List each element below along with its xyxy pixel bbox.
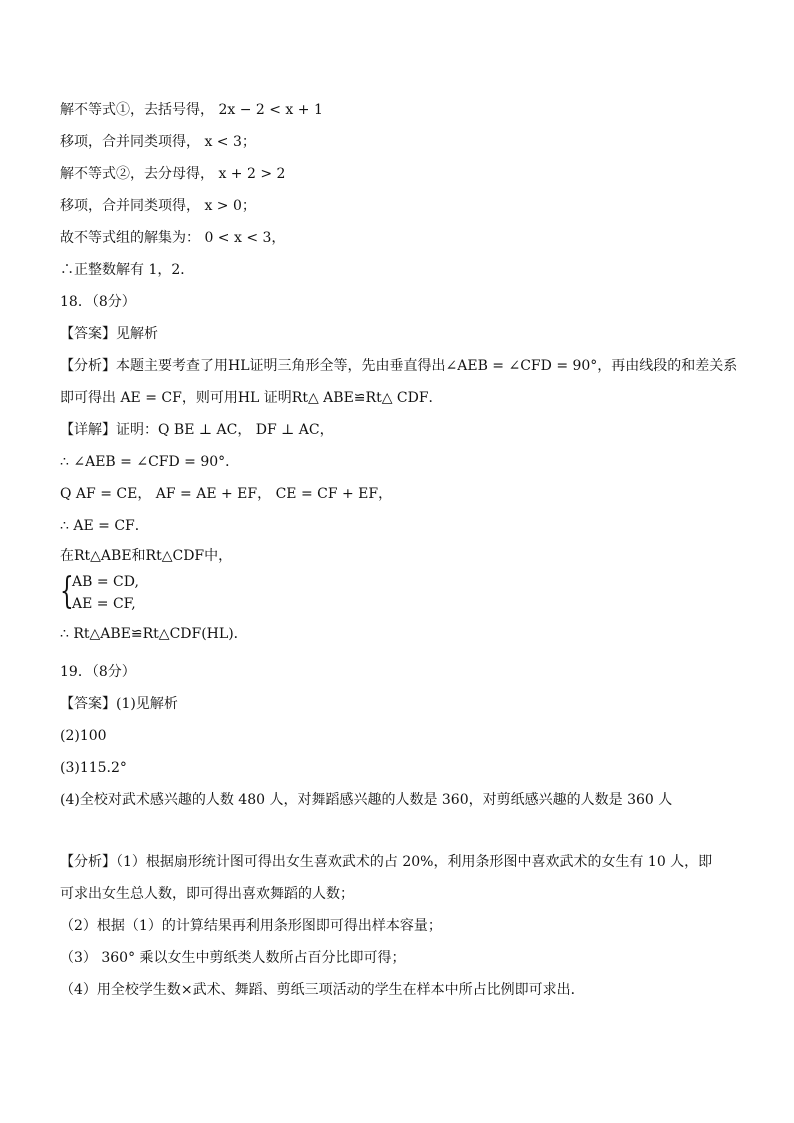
text-line: ∴ Rt△ABE≌Rt△CDF(HL)． xyxy=(60,626,248,642)
answer-line: 【答案】见解析 xyxy=(60,326,158,342)
text-line: 解不等式①，去括号得， 2x − 2 < x + 1 xyxy=(60,102,323,118)
text-line: 移项，合并同类项得， x > 0； xyxy=(60,198,256,214)
equation-row: AE = CF, xyxy=(72,596,136,612)
equation-row: AB = CD, xyxy=(72,574,139,590)
text-line: (3)115.2° xyxy=(60,760,127,776)
question-heading-19: 19．（8分） xyxy=(60,664,136,680)
text-line: (4)全校对武术感兴趣的人数 480 人，对舞蹈感兴趣的人数是 360，对剪纸感兴趣的人数是 360 人 xyxy=(60,792,673,808)
text-line: 故不等式组的解集为： 0 < x < 3， xyxy=(60,230,286,246)
detail-line: 【详解】证明：Q BE ⊥ AC， DF ⊥ AC， xyxy=(60,422,334,438)
text-line: 移项，合并同类项得， x < 3； xyxy=(60,134,256,150)
text-line: ∴ AE = CF． xyxy=(60,518,149,534)
text-line: Q AF = CE， AF = AE + EF， CE = CF + EF， xyxy=(60,486,393,502)
text-line: 解不等式②，去分母得， x + 2 > 2 xyxy=(60,166,286,182)
text-line: （2）根据（1）的计算结果再利用条形图即可得出样本容量； xyxy=(60,918,442,934)
text-line: ∴正整数解有 1，2． xyxy=(60,262,195,278)
brace-symbol: { xyxy=(60,571,74,612)
question-heading-18: 18．（8分） xyxy=(60,294,136,310)
text-line: 可求出女生总人数，即可得出喜欢舞蹈的人数； xyxy=(60,886,354,902)
text-line: (2)100 xyxy=(60,728,107,744)
text-line: 即可得出 AE = CF，则可用HL 证明Rt△ ABE≌Rt△ CDF． xyxy=(60,390,443,406)
text-line: 在Rt△ABE和Rt△CDF中， xyxy=(60,548,233,564)
answer-line: 【答案】(1)见解析 xyxy=(60,696,178,712)
analysis-line: 【分析】本题主要考查了用HL证明三角形全等，先由垂直得出∠AEB = ∠CFD = 90°，再由线段的和差关系 xyxy=(60,358,738,374)
text-line: （4）用全校学生数×武术、舞蹈、剪纸三项活动的学生在样本中所占比例即可求出． xyxy=(60,982,585,998)
analysis-line: 【分析】（1）根据扇形统计图可得出女生喜欢武术的占 20%，利用条形图中喜欢武术的女生有 10 人，即 xyxy=(60,854,713,870)
text-line: （3） 360° 乘以女生中剪纸类人数所占百分比即可得； xyxy=(60,950,406,966)
text-line: ∴ ∠AEB = ∠CFD = 90°． xyxy=(60,454,240,470)
